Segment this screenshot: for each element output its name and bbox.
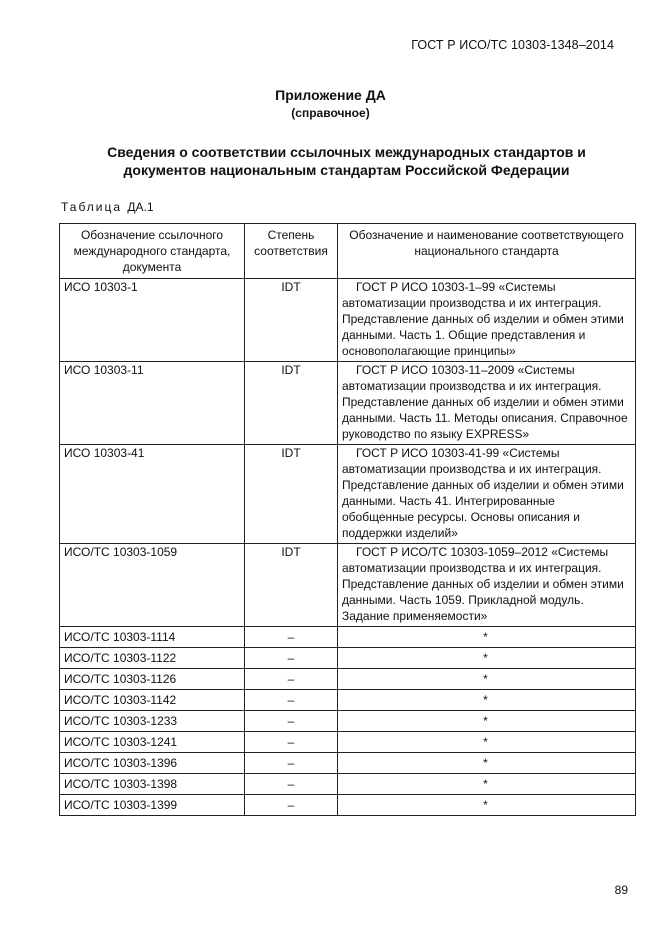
correspondence-table [59,223,636,816]
cell-degree: – [245,732,338,753]
table-row [60,279,636,362]
cell-code: ИСО/ТС 10303-1233 [60,711,245,732]
table-row [60,690,636,711]
cell-national-text: ГОСТ Р ИСО 10303-1–99 «Системы автоматизации производства и их интеграция. Представление данных об изделии и обмен этими данными. Часть 1. Общие представления и основополагающие принципы» [342,280,624,358]
cell-code: ИСО/ТС 10303-1126 [60,669,245,690]
cell-code: ИСО/ТС 10303-1241 [60,732,245,753]
table-row [60,732,636,753]
cell-national-text: ГОСТ Р ИСО/ТС 10303-1059–2012 «Системы автоматизации производства и их интеграция. Представление данных об изделии и обмен этими данными. Часть 1059. Прикладной модуль. Задание применяемости» [342,545,624,623]
table-caption-number: ДА.1 [127,200,154,214]
cell-national: * [338,732,636,753]
cell-degree: – [245,669,338,690]
cell-national: * [338,627,636,648]
cell-degree: IDT [245,544,338,627]
table-row [60,795,636,816]
cell-code: ИСО/ТС 10303-1122 [60,648,245,669]
cell-code: ИСО 10303-11 [60,362,245,445]
cell-degree: – [245,648,338,669]
table-row [60,753,636,774]
cell-degree: – [245,690,338,711]
annex-subtitle: (справочное) [291,106,370,120]
cell-code: ИСО/ТС 10303-1396 [60,753,245,774]
cell-degree: – [245,711,338,732]
cell-national [338,445,636,544]
section-title [60,143,633,179]
header-degree: Степень соответствия [245,224,338,279]
cell-code: ИСО 10303-41 [60,445,245,544]
header-international-standard: Обозначение ссылочного международного стандарта, документа [60,224,245,279]
header-national-standard: Обозначение и наименование соответствующего национального стандарта [338,224,636,279]
document-header-id: ГОСТ Р ИСО/ТС 10303-1348–2014 [411,38,614,52]
table-row [60,648,636,669]
cell-national [338,362,636,445]
cell-national: * [338,648,636,669]
cell-national: * [338,753,636,774]
table-row [60,445,636,544]
table-row [60,362,636,445]
table-caption [61,200,154,214]
cell-degree: – [245,627,338,648]
cell-code: ИСО 10303-1 [60,279,245,362]
cell-degree: – [245,753,338,774]
table-row [60,627,636,648]
cell-national [338,544,636,627]
table-row [60,774,636,795]
section-title-line-2: документов национальным стандартам Российской Федерации [123,162,570,178]
cell-code: ИСО/ТС 10303-1142 [60,690,245,711]
cell-national: * [338,795,636,816]
section-title-line-1: Сведения о соответствии ссылочных международных стандартов и [107,144,586,160]
table-row [60,711,636,732]
cell-code: ИСО/ТС 10303-1398 [60,774,245,795]
cell-degree: – [245,774,338,795]
cell-code: ИСО/ТС 10303-1059 [60,544,245,627]
cell-degree: IDT [245,445,338,544]
table-row [60,544,636,627]
table-header-row [60,224,636,279]
cell-national-text: ГОСТ Р ИСО 10303-11–2009 «Системы автоматизации производства и их интеграция. Представление данных об изделии и обмен этими данными. Часть 11. Методы описания. Справочное руководство по языку EXPRESS» [342,363,628,441]
cell-code: ИСО/ТС 10303-1399 [60,795,245,816]
cell-national [338,279,636,362]
cell-national-text: ГОСТ Р ИСО 10303-41-99 «Системы автоматизации производства и их интеграция. Представление данных об изделии и обмен этими данными. Часть 41. Интегрированные обобщенные ресурсы. Основы описания и поддержки изделий» [342,446,624,540]
annex-title: Приложение ДА [275,87,386,103]
cell-national: * [338,690,636,711]
cell-national: * [338,669,636,690]
cell-code: ИСО/ТС 10303-1114 [60,627,245,648]
page-number: 89 [614,883,628,897]
cell-degree: IDT [245,362,338,445]
cell-degree: – [245,795,338,816]
cell-national: * [338,774,636,795]
cell-national: * [338,711,636,732]
table-caption-word: Таблица [61,200,123,214]
table-row [60,669,636,690]
cell-degree: IDT [245,279,338,362]
